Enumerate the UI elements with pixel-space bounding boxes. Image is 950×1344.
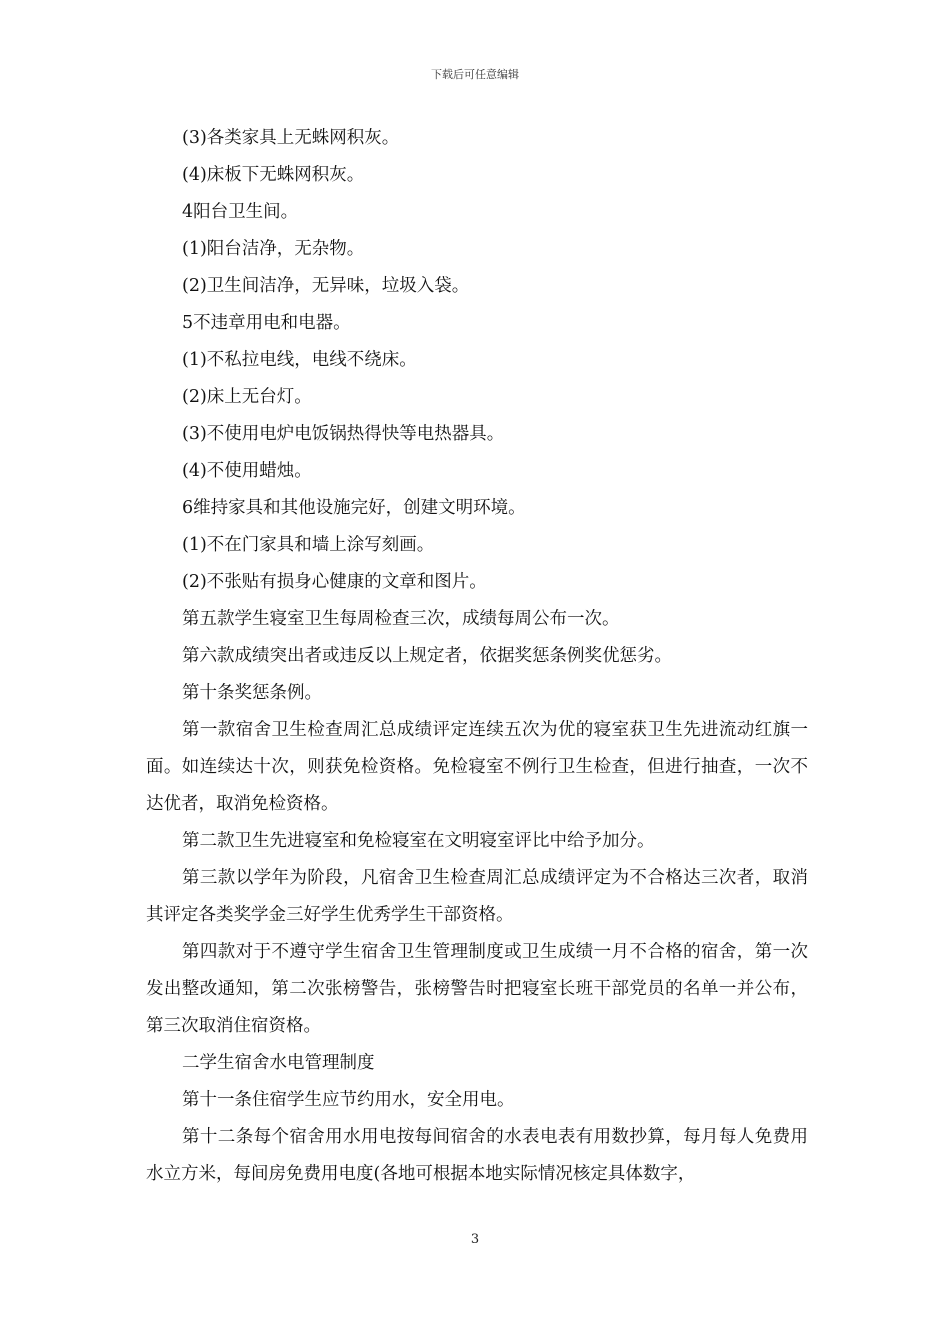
paragraph: 第十条奖惩条例。 — [182, 683, 322, 703]
paragraph: (2)卫生间洁净，无异味，垃圾入袋。 — [182, 276, 470, 296]
paragraph: 第六款成绩突出者或违反以上规定者，依据奖惩条例奖优惩劣。 — [182, 646, 672, 666]
paragraph: 第二款卫生先进寝室和免检寝室在文明寝室评比中给予加分。 — [182, 831, 655, 851]
paragraph: (4)不使用蜡烛。 — [182, 461, 312, 481]
paragraph: 6维持家具和其他设施完好，创建文明环境。 — [182, 498, 526, 518]
paragraph: (2)不张贴有损身心健康的文章和图片。 — [182, 572, 487, 592]
paragraph: (3)各类家具上无蛛网积灰。 — [182, 128, 400, 148]
paragraph: 第三款以学年为阶段，凡宿舍卫生检查周汇总成绩评定为不合格达三次者，取消其评定各类奖学金三好学生优秀学生干部资格。 — [146, 868, 808, 925]
paragraph: (4)床板下无蛛网积灰。 — [182, 165, 365, 185]
paragraph: 第五款学生寝室卫生每周检查三次，成绩每周公布一次。 — [182, 609, 620, 629]
paragraph: 第一款宿舍卫生检查周汇总成绩评定连续五次为优的寝室获卫生先进流动红旗一面。如连续达十次，则获免检资格。免检寝室不例行卫生检查，但进行抽查，一次不达优者，取消免检资格。 — [146, 720, 808, 814]
paragraph: (3)不使用电炉电饭锅热得快等电热器具。 — [182, 424, 505, 444]
paragraph: (2)床上无台灯。 — [182, 387, 312, 407]
paragraph: (1)阳台洁净，无杂物。 — [182, 239, 365, 259]
paragraph: 5不违章用电和电器。 — [182, 313, 351, 333]
document-body — [146, 120, 808, 1193]
paragraph: 第四款对于不遵守学生宿舍卫生管理制度或卫生成绩一月不合格的宿舍，第一次发出整改通知，第二次张榜警告，张榜警告时把寝室长班干部党员的名单一并公布，第三次取消住宿资格。 — [146, 942, 808, 1036]
paragraph: 二学生宿舍水电管理制度 — [182, 1053, 375, 1073]
paragraph: 第十二条每个宿舍用水用电按每间宿舍的水表电表有用数抄算，每月每人免费用水立方米，每间房免费用电度(各地可根据本地实际情况核定具体数字， — [146, 1127, 808, 1184]
paragraph: (1)不私拉电线，电线不绕床。 — [182, 350, 417, 370]
paragraph: 4阳台卫生间。 — [182, 202, 299, 222]
paragraph: 第十一条住宿学生应节约用水，安全用电。 — [182, 1090, 515, 1110]
page-header: 下载后可任意编辑 — [431, 68, 519, 81]
paragraph: (1)不在门家具和墙上涂写刻画。 — [182, 535, 435, 555]
page-number: 3 — [470, 1232, 480, 1247]
